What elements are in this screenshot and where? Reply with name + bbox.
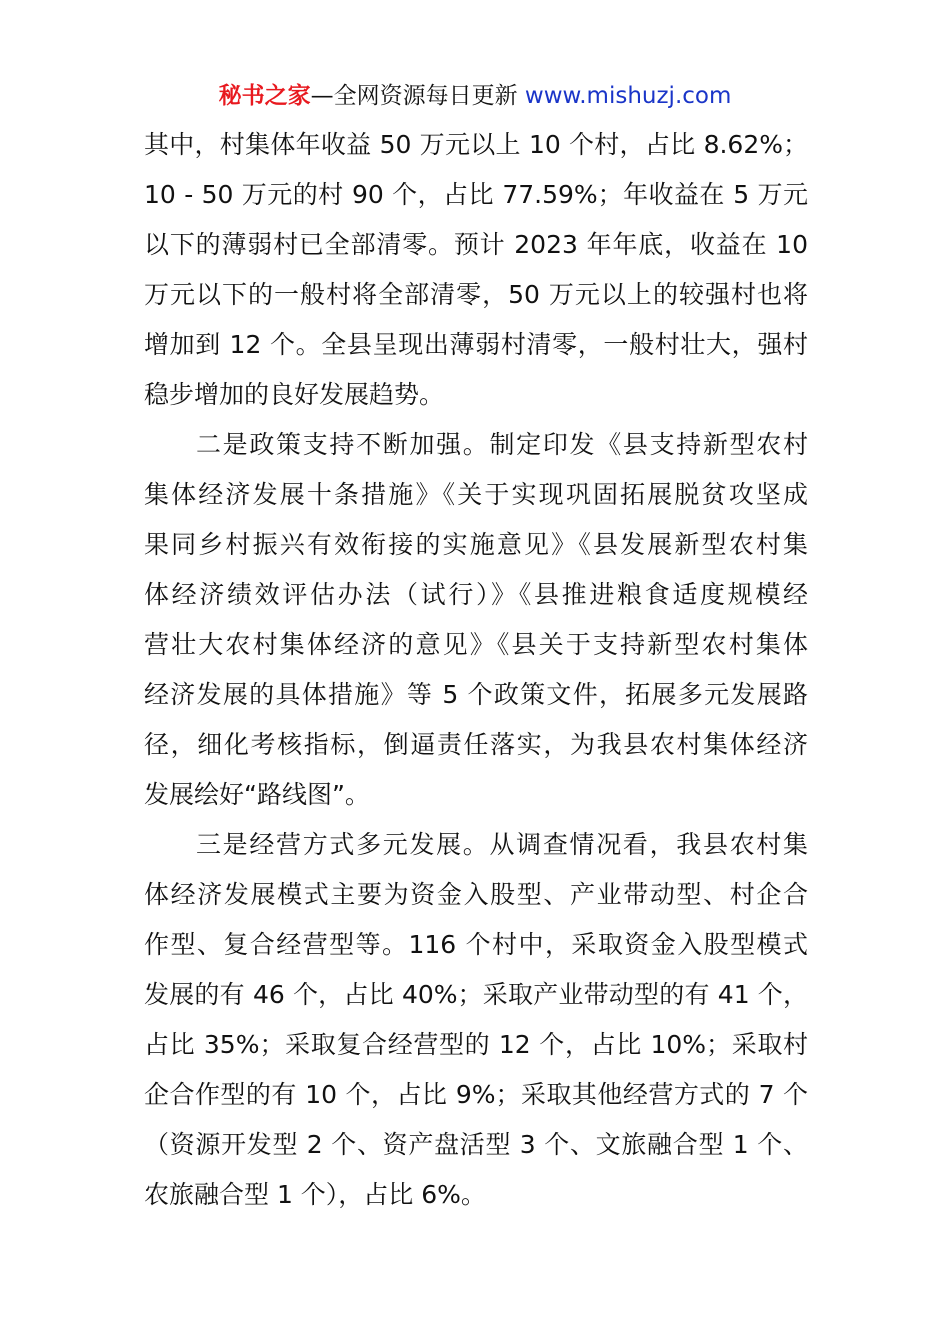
document-body	[144, 120, 808, 1220]
text-line: 万元以下的一般村将全部清零，50 万元以上的较强村也将	[144, 280, 808, 309]
text-line: 占比 35%；采取复合经营型的 12 个，占比 10%；采取村	[144, 1030, 808, 1059]
text-line: 果同乡村振兴有效衔接的实施意见》《县发展新型农村集	[144, 530, 808, 559]
text-line: 稳步增加的良好发展趋势。	[144, 380, 445, 409]
header-tagline: —全网资源每日更新	[310, 83, 525, 109]
site-url-link[interactable]: www.mishuzj.com	[524, 83, 732, 109]
text-line: 发展绘好“路线图”。	[144, 780, 370, 809]
text-line: 作型、复合经营型等。116 个村中，采取资金入股型模式	[144, 930, 808, 959]
site-header	[0, 80, 950, 112]
text-line: 其中，村集体年收益 50 万元以上 10 个村，占比 8.62%；	[144, 130, 808, 159]
text-line: 企合作型的有 10 个，占比 9%；采取其他经营方式的 7 个	[144, 1080, 808, 1109]
text-line: 体经济绩效评估办法（试行）》《县推进粮食适度规模经	[144, 580, 808, 609]
brand-name: 秘书之家	[218, 83, 311, 109]
text-line: 经济发展的具体措施》等 5 个政策文件，拓展多元发展路	[144, 680, 808, 709]
text-line: 发展的有 46 个，占比 40%；采取产业带动型的有 41 个，	[144, 980, 808, 1009]
text-line: 农旅融合型 1 个），占比 6%。	[144, 1180, 486, 1209]
text-line: 径，细化考核指标，倒逼责任落实，为我县农村集体经济	[144, 730, 808, 759]
text-line: 以下的薄弱村已全部清零。预计 2023 年年底，收益在 10	[144, 230, 808, 259]
text-line: 体经济发展模式主要为资金入股型、产业带动型、村企合	[144, 880, 808, 909]
paragraph-3-first-line: 三是经营方式多元发展。从调查情况看，我县农村集	[196, 830, 808, 859]
text-line: 营壮大农村集体经济的意见》《县关于支持新型农村集体	[144, 630, 808, 659]
text-line: （资源开发型 2 个、资产盘活型 3 个、文旅融合型 1 个、	[144, 1130, 808, 1159]
text-line: 10 - 50 万元的村 90 个，占比 77.59%；年收益在 5 万元	[144, 180, 808, 209]
text-line: 增加到 12 个。全县呈现出薄弱村清零，一般村壮大，强村	[144, 330, 808, 359]
text-line: 集体经济发展十条措施》《关于实现巩固拓展脱贫攻坚成	[144, 480, 808, 509]
paragraph-2-first-line: 二是政策支持不断加强。制定印发《县支持新型农村	[196, 430, 808, 459]
